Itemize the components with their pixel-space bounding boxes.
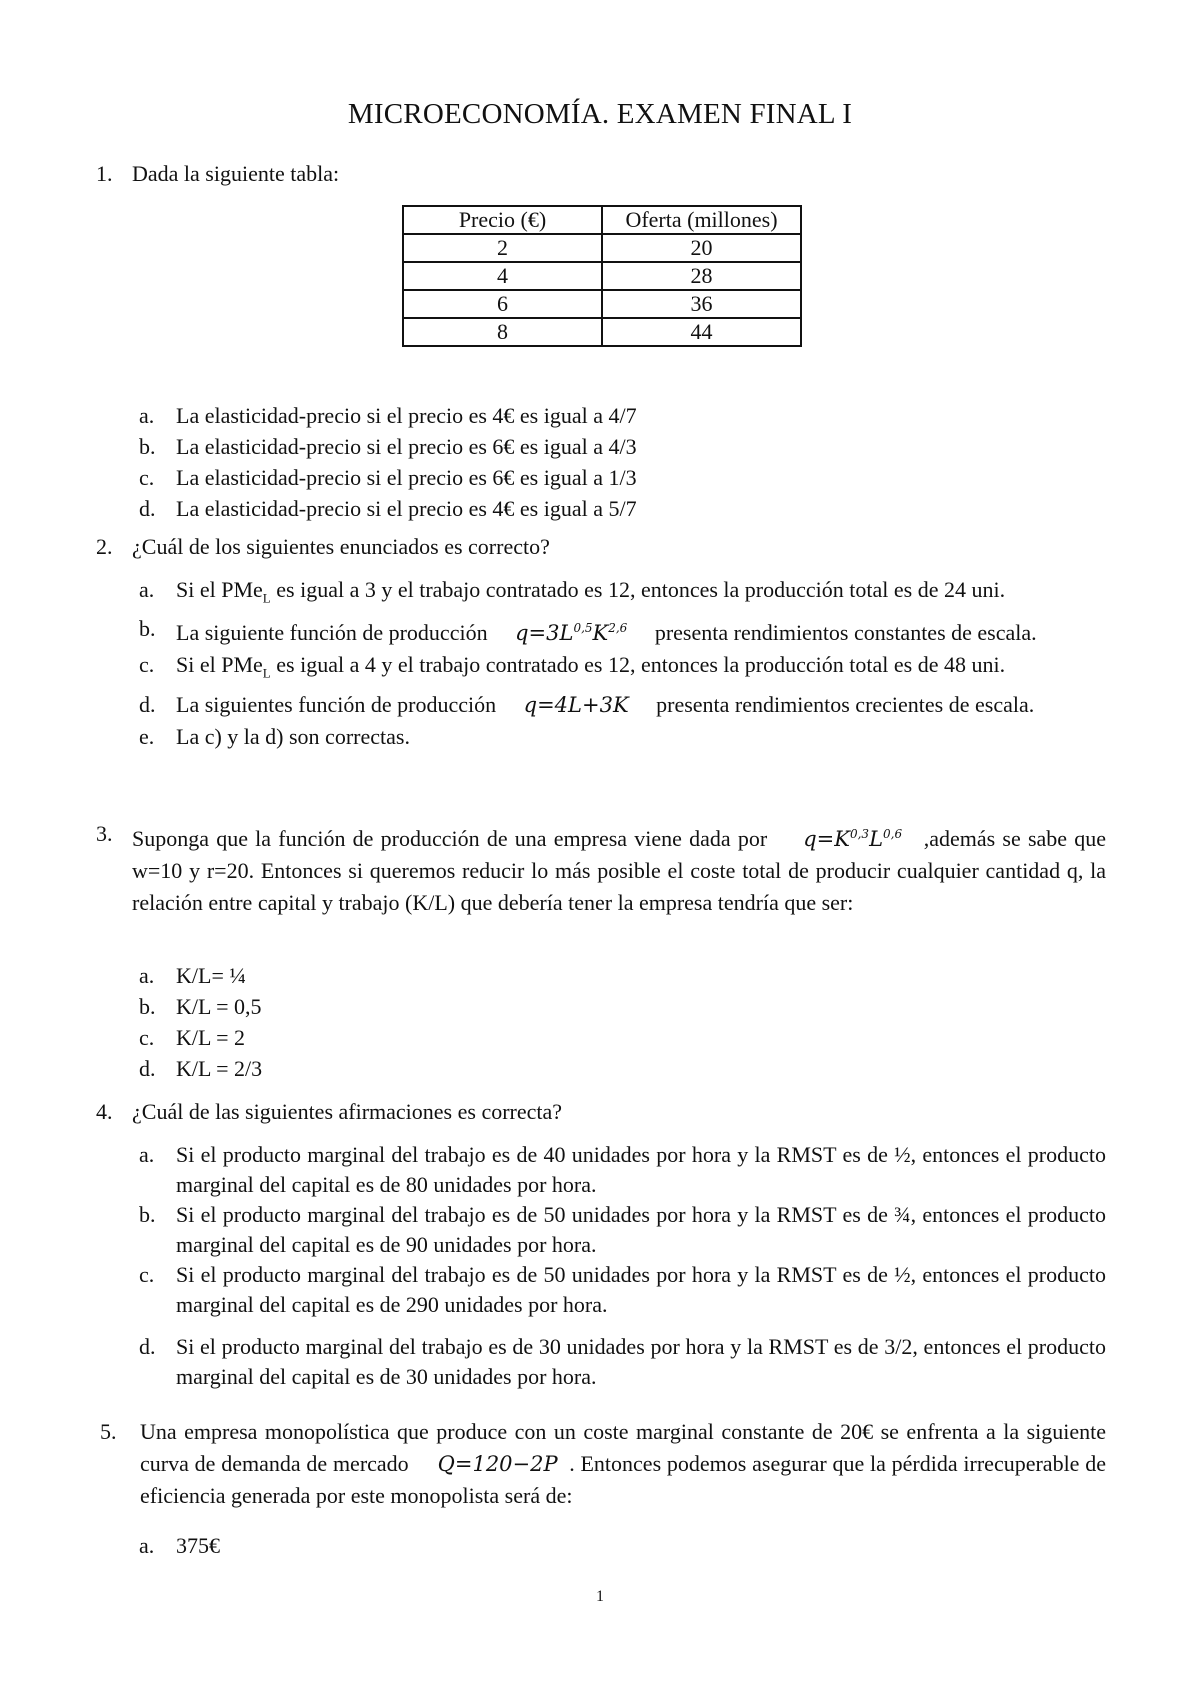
option-letter: c. <box>139 1262 155 1287</box>
production-formula: $q=K^{0,3}L^{0,6}$ <box>803 827 903 851</box>
option-letter: b. <box>139 616 156 642</box>
option-letter: d. <box>139 1056 156 1081</box>
option-text: La elasticidad-precio si el precio es 6€ es igual a 4/3 <box>176 434 637 459</box>
option-text: Si el producto marginal del trabajo es de 40 unidades por hora y la RMST es de ½, entonces el producto marginal del capital es de 80 unidades por hora. <box>176 1142 1106 1197</box>
option-text: Si el producto marginal del trabajo es de 30 unidades por hora y la RMST es de 3/2, entonces el producto marginal del capital es de 30 unidades por hora. <box>176 1334 1106 1389</box>
option-text: K/L= ¼ <box>176 963 246 988</box>
question-stem: Dada la siguiente tabla: <box>132 161 340 186</box>
question-1 <box>96 158 1106 190</box>
question-3-options <box>139 960 1106 1084</box>
option-d <box>139 1053 1106 1084</box>
table-cell: 44 <box>602 318 801 346</box>
table-header-supply: Oferta (millones) <box>602 206 801 234</box>
question-number: 4. <box>96 1099 113 1124</box>
question-2-options <box>139 574 1106 752</box>
table-header-row <box>403 206 801 234</box>
option-text: La elasticidad-precio si el precio es 6€ es igual a 1/3 <box>176 465 637 490</box>
table-cell: 20 <box>602 234 801 262</box>
option-c <box>139 1022 1106 1053</box>
supply-table <box>402 205 802 347</box>
option-text: La c) y la d) son correctas. <box>176 723 410 749</box>
option-letter: d. <box>139 1334 156 1359</box>
option-b: b. La siguiente función de producción $q=3L^{0,5}K^{2,6}$ presenta rendimientos constantes de escala. <box>139 613 1106 649</box>
option-text: Si el producto marginal del trabajo es de 50 unidades por hora y la RMST es de ¾, entonces el producto marginal del capital es de 90 unidades por hora. <box>176 1202 1106 1257</box>
option-text: K/L = 2 <box>176 1025 246 1050</box>
option-text: K/L = 2/3 <box>176 1056 263 1081</box>
table-cell: 2 <box>403 234 602 262</box>
option-c <box>139 1260 1106 1320</box>
option-text: La elasticidad-precio si el precio es 4€ es igual a 4/7 <box>176 403 637 428</box>
table-row <box>403 290 801 318</box>
question-number: 1. <box>96 161 113 186</box>
option-text: 375€ <box>176 1533 220 1558</box>
option-letter: b. <box>139 434 156 459</box>
table-header-price: Precio (€) <box>403 206 602 234</box>
page-number: 1 <box>596 1588 604 1605</box>
question-number: 5. <box>100 1419 117 1444</box>
table-row <box>403 234 801 262</box>
option-a <box>139 1530 1106 1561</box>
option-letter: b. <box>139 994 156 1019</box>
option-letter: a. <box>139 1533 155 1558</box>
option-d <box>139 1332 1106 1392</box>
question-number: 2. <box>96 534 113 559</box>
table-row <box>403 318 801 346</box>
table-cell: 4 <box>403 262 602 290</box>
question-5-options <box>139 1530 1106 1561</box>
production-formula: $q=3L^{0,5}K^{2,6}$ <box>515 621 628 646</box>
option-letter: e. <box>139 723 155 749</box>
option-text: La elasticidad-precio si el precio es 4€ es igual a 5/7 <box>176 496 637 521</box>
option-text: K/L = 0,5 <box>176 994 262 1019</box>
question-number: 3. <box>96 821 113 846</box>
question-3 <box>96 818 1106 919</box>
table-cell: 36 <box>602 290 801 318</box>
option-letter: b. <box>139 1202 156 1227</box>
production-formula: q=4L+3K <box>523 692 629 717</box>
option-letter: c. <box>139 465 155 490</box>
table-cell: 6 <box>403 290 602 318</box>
option-letter: a. <box>139 403 155 428</box>
option-letter: a. <box>139 1142 155 1167</box>
option-b <box>139 1200 1106 1260</box>
option-c <box>139 462 1106 493</box>
question-2 <box>96 531 1106 563</box>
option-letter: c. <box>139 652 155 678</box>
question-stem: ¿Cuál de las siguientes afirmaciones es correcta? <box>132 1099 563 1124</box>
option-b <box>139 991 1106 1022</box>
page-title: MICROECONOMÍA. EXAMEN FINAL I <box>347 98 853 130</box>
option-text: Si el producto marginal del trabajo es de 50 unidades por hora y la RMST es de ½, entonces el producto marginal del capital es de 290 unidades por hora. <box>176 1262 1106 1317</box>
question-5 <box>100 1416 1106 1512</box>
question-stem: Suponga que la función de producción de una empresa viene dada por $q=K^{0,3}L^{0,6}$ ,además se sabe que w=10 y r=20. Entonces si queremos reducir lo más posible el coste total de producir cualquier cantidad q, la relación entre capital y trabajo (K/L) que debería tener la empresa tendría que ser: <box>132 826 1107 915</box>
option-c: c. Si el PMe$_L$ es igual a 4 y el trabajo contratado es 12, entonces la producción total es de 48 uni. <box>139 649 1106 688</box>
option-letter: d. <box>139 691 156 717</box>
option-b <box>139 431 1106 462</box>
question-4-options <box>139 1140 1106 1392</box>
question-1-options <box>139 400 1106 524</box>
table-cell: 28 <box>602 262 801 290</box>
option-d: d. La siguientes función de producción q=4L+3K presenta rendimientos crecientes de escala. <box>139 689 1106 721</box>
option-a: a. Si el PMe$_L$ es igual a 3 y el trabajo contratado es 12, entonces la producción total es de 24 uni. <box>139 574 1106 613</box>
option-letter: d. <box>139 496 156 521</box>
option-e <box>139 721 1106 752</box>
question-4 <box>96 1096 1106 1128</box>
option-d <box>139 493 1106 524</box>
option-letter: a. <box>139 577 155 602</box>
question-stem: Una empresa monopolística que produce con un coste marginal constante de 20€ se enfrenta a la siguiente curva de demanda de mercado Q=120−2P . Entonces podemos asegurar que la pérdida irrecuperable de eficiencia generada por este monopolista será de: <box>140 1419 1107 1508</box>
option-letter: c. <box>139 1025 155 1050</box>
demand-formula: Q=120−2P <box>437 1452 558 1476</box>
table-row <box>403 262 801 290</box>
option-letter: a. <box>139 963 155 988</box>
option-a <box>139 960 1106 991</box>
question-stem: ¿Cuál de los siguientes enunciados es correcto? <box>132 534 550 559</box>
table-cell: 8 <box>403 318 602 346</box>
option-a <box>139 400 1106 431</box>
option-a <box>139 1140 1106 1200</box>
